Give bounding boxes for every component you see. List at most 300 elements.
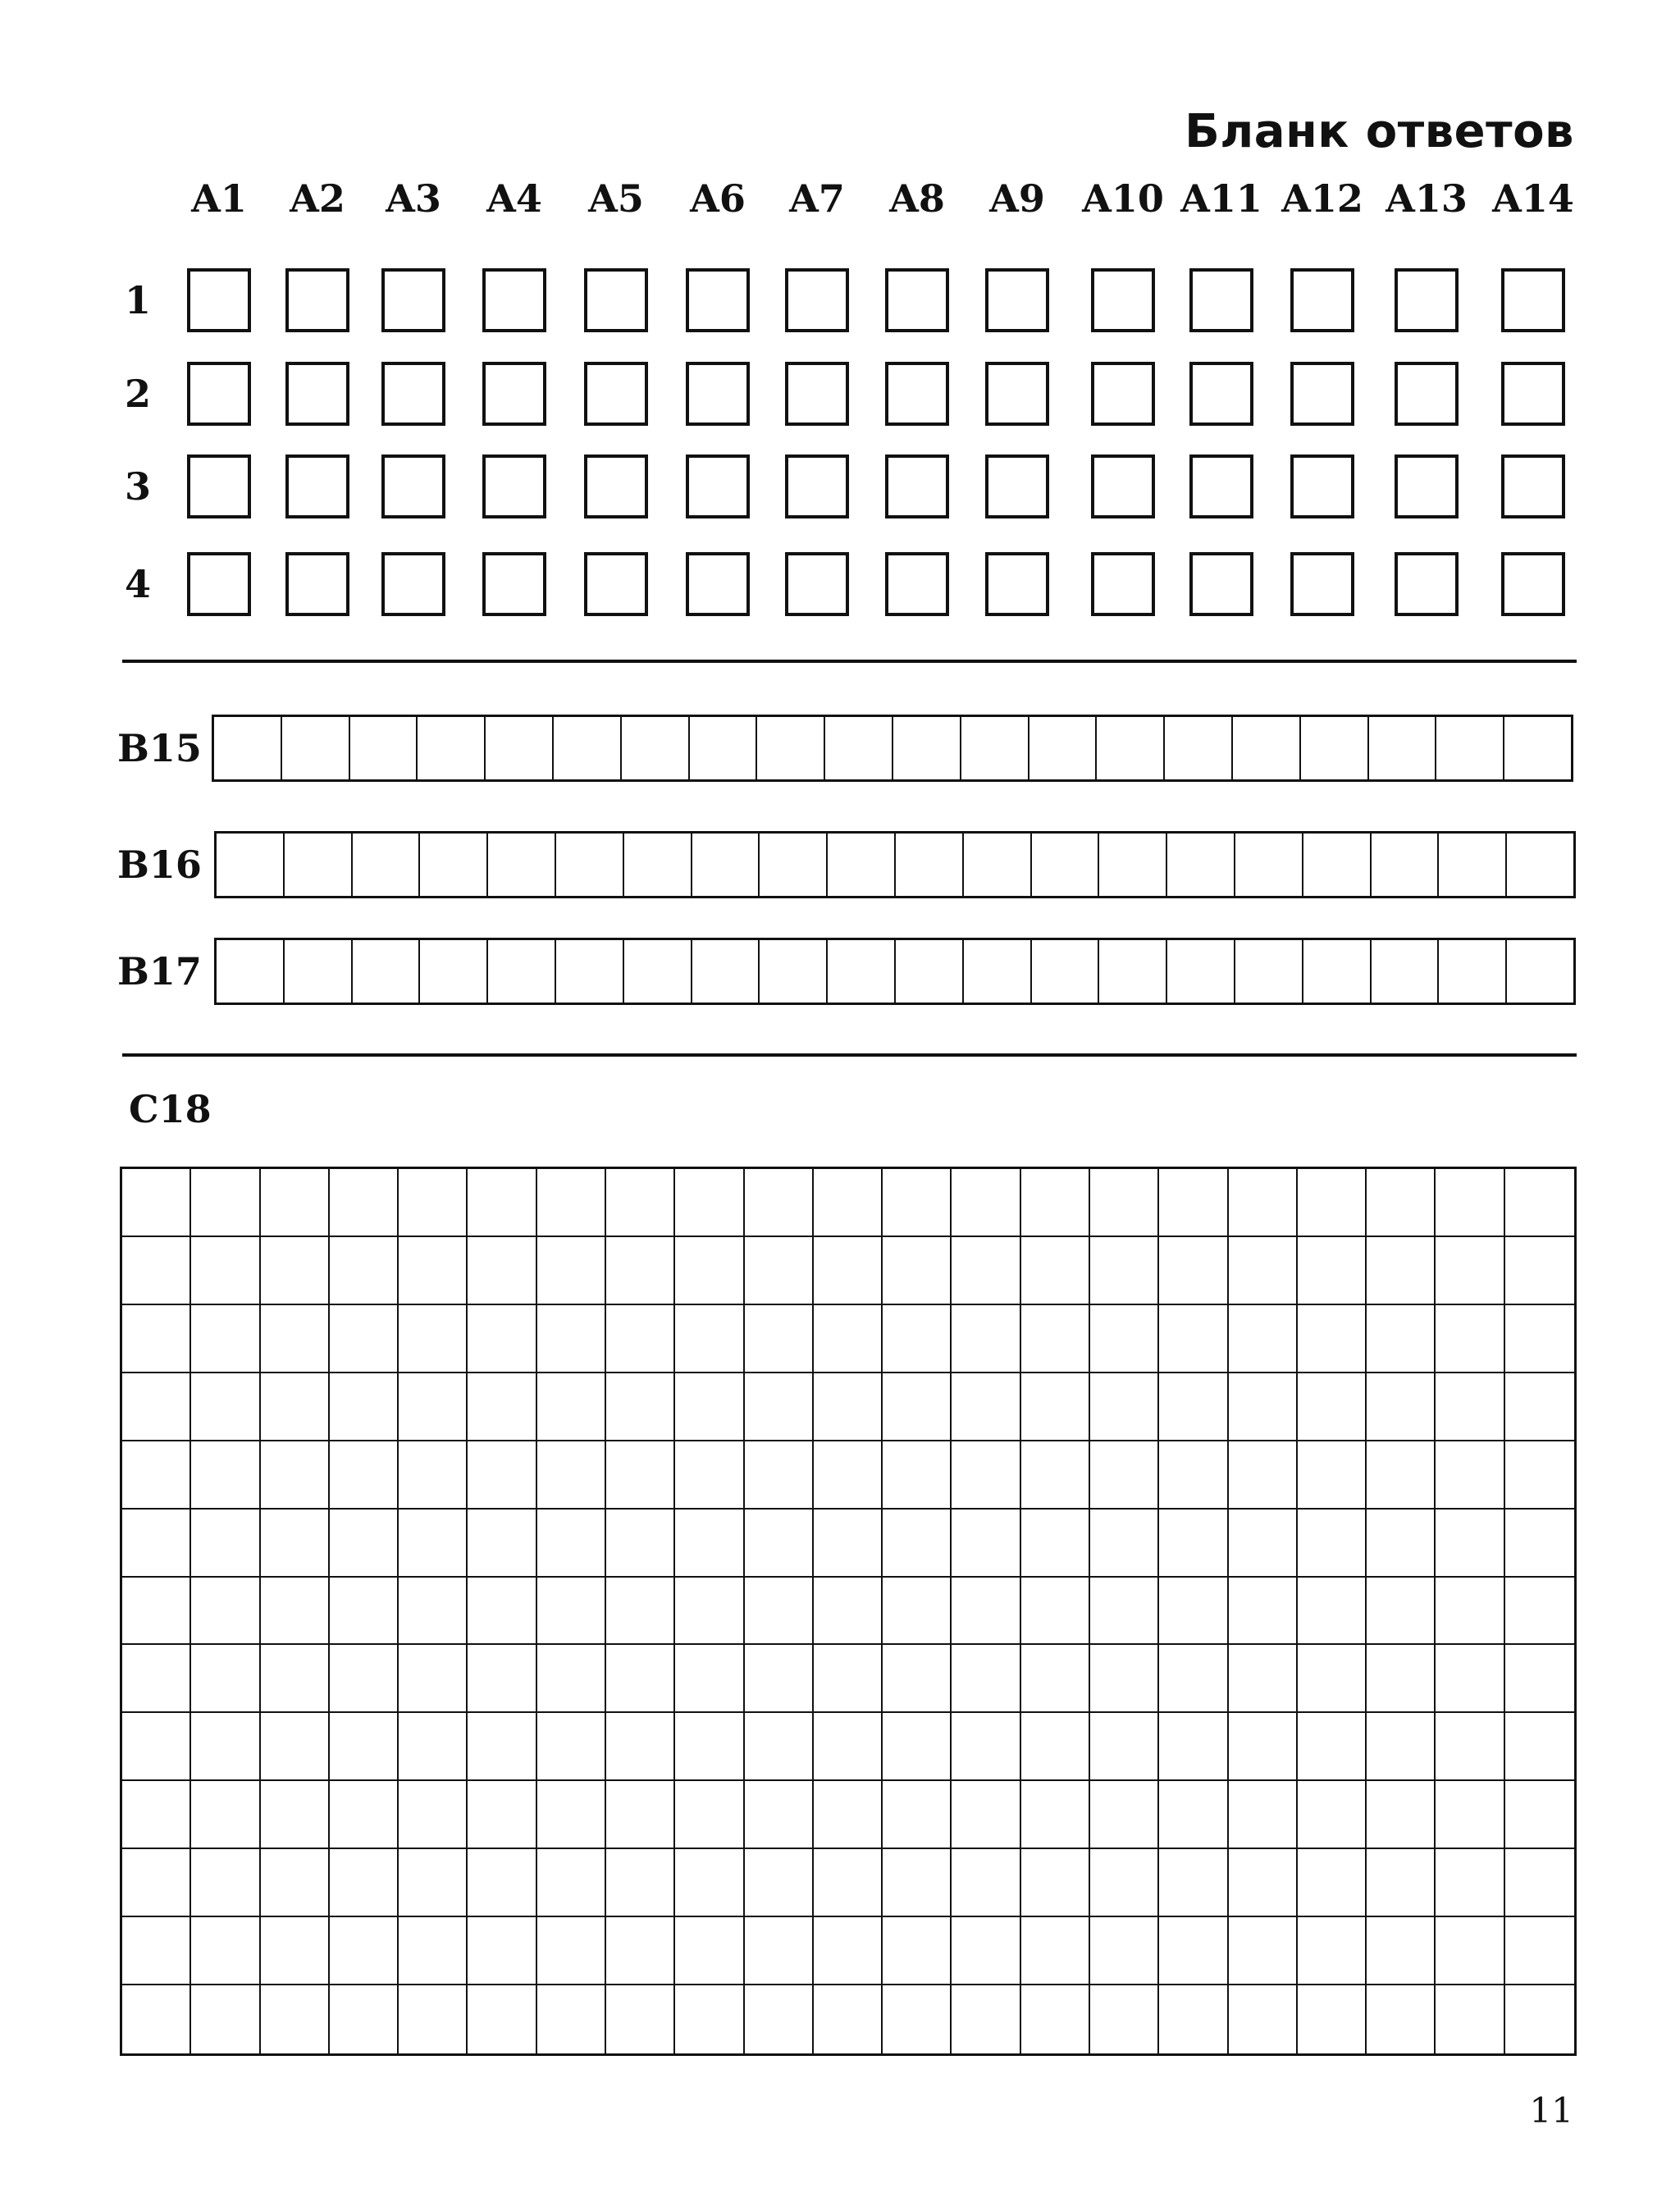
grid-cell: [1090, 1849, 1159, 1917]
grid-cell: [675, 1305, 744, 1373]
grid-cell: [1159, 1510, 1228, 1578]
grid-cell: [1367, 1305, 1436, 1373]
answer-checkbox-a8-2[interactable]: [885, 362, 949, 426]
grid-cell: [1159, 1781, 1228, 1849]
grid-cell: [675, 1169, 744, 1237]
answer-checkbox-a3-1[interactable]: [381, 268, 445, 332]
grid-cell: [606, 1645, 675, 1713]
answer-checkbox-a10-2[interactable]: [1091, 362, 1155, 426]
grid-cell: [468, 1578, 536, 1646]
answer-cell[interactable]: [1301, 717, 1369, 779]
column-label-a8: A8: [889, 176, 945, 221]
grid-cell: [1436, 1781, 1504, 1849]
grid-cell: [1505, 1373, 1574, 1441]
answer-cell[interactable]: [1032, 940, 1100, 1003]
answer-cell[interactable]: [1235, 834, 1303, 896]
answer-cell[interactable]: [1099, 834, 1167, 896]
grid-cell: [1505, 1578, 1574, 1646]
grid-cell: [952, 1441, 1020, 1510]
grid-cell: [1298, 1781, 1367, 1849]
answer-cell[interactable]: [1372, 940, 1440, 1003]
grid-cell: [1298, 1373, 1367, 1441]
grid-cell: [330, 1645, 399, 1713]
grid-cell: [952, 1169, 1020, 1237]
answer-cell[interactable]: [217, 834, 285, 896]
grid-cell: [745, 1373, 814, 1441]
answer-cell[interactable]: [1235, 940, 1303, 1003]
answer-cell[interactable]: [692, 940, 760, 1003]
column-label-a12: A12: [1281, 176, 1363, 221]
column-label-a14: A14: [1492, 176, 1574, 221]
grid-cell: [468, 1713, 536, 1781]
answer-cell[interactable]: [1507, 940, 1573, 1003]
answer-checkbox-a6-3[interactable]: [686, 454, 750, 518]
answer-checkbox-a3-3[interactable]: [381, 454, 445, 518]
answer-checkbox-a5-3[interactable]: [584, 454, 648, 518]
grid-cell: [191, 1373, 260, 1441]
grid-cell: [399, 1985, 468, 2053]
answer-cell[interactable]: [1303, 940, 1372, 1003]
grid-cell: [883, 1713, 952, 1781]
answer-checkbox-a14-4[interactable]: [1501, 552, 1565, 616]
grid-cell: [399, 1645, 468, 1713]
grid-cell: [261, 1645, 330, 1713]
grid-cell: [745, 1305, 814, 1373]
grid-cell: [1298, 1645, 1367, 1713]
grid-cell: [537, 1645, 606, 1713]
answer-cell[interactable]: [1165, 717, 1233, 779]
grid-cell: [606, 1510, 675, 1578]
answer-cell[interactable]: [828, 834, 896, 896]
grid-cell: [468, 1305, 536, 1373]
grid-cell: [1367, 1578, 1436, 1646]
grid-cell: [1367, 1237, 1436, 1305]
grid-cell: [745, 1169, 814, 1237]
grid-cell: [468, 1441, 536, 1510]
answer-checkbox-a1-1[interactable]: [187, 268, 251, 332]
grid-cell: [1367, 1985, 1436, 2053]
grid-cell: [191, 1510, 260, 1578]
answer-cell[interactable]: [285, 834, 353, 896]
answer-cell[interactable]: [692, 834, 760, 896]
answer-cell[interactable]: [554, 717, 622, 779]
grid-cell: [1229, 1237, 1298, 1305]
grid-cell: [1298, 1305, 1367, 1373]
answer-checkbox-a9-1[interactable]: [985, 268, 1049, 332]
answer-checkbox-a14-1[interactable]: [1501, 268, 1565, 332]
answer-cell[interactable]: [1436, 717, 1504, 779]
grid-cell: [399, 1849, 468, 1917]
grid-cell: [122, 1645, 191, 1713]
grid-cell: [952, 1713, 1020, 1781]
grid-cell: [537, 1917, 606, 1985]
answer-cell[interactable]: [556, 834, 624, 896]
grid-cell: [1436, 1237, 1504, 1305]
grid-cell: [468, 1373, 536, 1441]
grid-cell: [330, 1169, 399, 1237]
answer-checkbox-a13-2[interactable]: [1395, 362, 1459, 426]
grid-cell: [1436, 1373, 1504, 1441]
grid-cell: [1229, 1781, 1298, 1849]
column-label-a7: A7: [789, 176, 845, 221]
grid-cell: [261, 1510, 330, 1578]
answer-checkbox-a10-3[interactable]: [1091, 454, 1155, 518]
answer-checkbox-a10-4[interactable]: [1091, 552, 1155, 616]
part-c-answer-grid[interactable]: [120, 1167, 1577, 2056]
grid-cell: [537, 1781, 606, 1849]
answer-cell[interactable]: [353, 940, 421, 1003]
grid-cell: [468, 1917, 536, 1985]
answer-checkbox-a2-2[interactable]: [285, 362, 349, 426]
grid-cell: [952, 1305, 1020, 1373]
page-title: Бланк ответов: [1185, 105, 1574, 158]
grid-cell: [883, 1781, 952, 1849]
answer-checkbox-a5-1[interactable]: [584, 268, 648, 332]
answer-cell[interactable]: [893, 717, 961, 779]
answer-cell[interactable]: [420, 940, 488, 1003]
grid-cell: [883, 1169, 952, 1237]
grid-cell: [261, 1985, 330, 2053]
grid-cell: [330, 1441, 399, 1510]
grid-cell: [883, 1578, 952, 1646]
grid-cell: [606, 1578, 675, 1646]
answer-cell[interactable]: [1369, 717, 1437, 779]
answer-checkbox-a2-1[interactable]: [285, 268, 349, 332]
answer-checkbox-a13-3[interactable]: [1395, 454, 1459, 518]
answer-cell[interactable]: [1439, 940, 1507, 1003]
answer-cell[interactable]: [828, 940, 896, 1003]
answer-checkbox-a6-4[interactable]: [686, 552, 750, 616]
grid-cell: [1021, 1510, 1090, 1578]
grid-cell: [1229, 1917, 1298, 1985]
grid-cell: [1505, 1917, 1574, 1985]
answer-checkbox-a1-2[interactable]: [187, 362, 251, 426]
grid-cell: [1159, 1578, 1228, 1646]
grid-cell: [191, 1917, 260, 1985]
grid-cell: [399, 1373, 468, 1441]
answer-checkbox-a10-1[interactable]: [1091, 268, 1155, 332]
answer-checkbox-a12-1[interactable]: [1290, 268, 1354, 332]
answer-cell[interactable]: [214, 717, 282, 779]
column-label-a11: A11: [1180, 176, 1262, 221]
grid-cell: [399, 1237, 468, 1305]
grid-cell: [261, 1713, 330, 1781]
grid-cell: [952, 1645, 1020, 1713]
answer-cell[interactable]: [285, 940, 353, 1003]
answer-checkbox-a11-4[interactable]: [1189, 552, 1253, 616]
answer-checkbox-a9-2[interactable]: [985, 362, 1049, 426]
answer-checkbox-a7-4[interactable]: [785, 552, 849, 616]
answer-cell[interactable]: [486, 717, 554, 779]
grid-cell: [330, 1849, 399, 1917]
answer-checkbox-a1-3[interactable]: [187, 454, 251, 518]
answer-cell[interactable]: [556, 940, 624, 1003]
grid-cell: [814, 1169, 883, 1237]
answer-checkbox-a11-2[interactable]: [1189, 362, 1253, 426]
grid-cell: [883, 1373, 952, 1441]
grid-cell: [468, 1237, 536, 1305]
answer-cell[interactable]: [217, 940, 285, 1003]
answer-checkbox-a14-3[interactable]: [1501, 454, 1565, 518]
grid-cell: [675, 1713, 744, 1781]
grid-cell: [675, 1578, 744, 1646]
answer-cell[interactable]: [1097, 717, 1165, 779]
grid-cell: [1021, 1917, 1090, 1985]
grid-cell: [122, 1441, 191, 1510]
grid-cell: [122, 1237, 191, 1305]
grid-cell: [952, 1849, 1020, 1917]
grid-cell: [814, 1510, 883, 1578]
answer-cell[interactable]: [1032, 834, 1100, 896]
grid-cell: [537, 1441, 606, 1510]
grid-cell: [1159, 1645, 1228, 1713]
answer-checkbox-a12-3[interactable]: [1290, 454, 1354, 518]
answer-cell[interactable]: [1372, 834, 1440, 896]
grid-cell: [399, 1713, 468, 1781]
grid-cell: [1021, 1237, 1090, 1305]
answer-cell[interactable]: [350, 717, 418, 779]
grid-cell: [814, 1441, 883, 1510]
answer-checkbox-a8-1[interactable]: [885, 268, 949, 332]
grid-cell: [191, 1781, 260, 1849]
grid-cell: [1090, 1441, 1159, 1510]
answer-checkbox-a14-2[interactable]: [1501, 362, 1565, 426]
answer-checkbox-a5-2[interactable]: [584, 362, 648, 426]
answer-cell[interactable]: [760, 940, 828, 1003]
grid-cell: [399, 1578, 468, 1646]
grid-cell: [1505, 1849, 1574, 1917]
answer-checkbox-a13-4[interactable]: [1395, 552, 1459, 616]
grid-cell: [1298, 1985, 1367, 2053]
grid-cell: [1090, 1985, 1159, 2053]
grid-cell: [814, 1985, 883, 2053]
answer-cell[interactable]: [1504, 717, 1571, 779]
answer-cell[interactable]: [622, 717, 690, 779]
grid-cell: [1159, 1849, 1228, 1917]
grid-cell: [1367, 1169, 1436, 1237]
column-label-a1: A1: [191, 176, 247, 221]
grid-cell: [399, 1305, 468, 1373]
answer-strip-b17: [214, 938, 1576, 1005]
grid-cell: [745, 1645, 814, 1713]
grid-cell: [1159, 1373, 1228, 1441]
grid-cell: [883, 1645, 952, 1713]
answer-checkbox-a4-1[interactable]: [482, 268, 546, 332]
grid-cell: [1229, 1578, 1298, 1646]
grid-cell: [745, 1849, 814, 1917]
grid-cell: [606, 1781, 675, 1849]
answer-cell[interactable]: [1303, 834, 1372, 896]
column-label-a3: A3: [386, 176, 441, 221]
grid-cell: [399, 1917, 468, 1985]
answer-checkbox-a3-2[interactable]: [381, 362, 445, 426]
grid-cell: [606, 1373, 675, 1441]
answer-cell[interactable]: [896, 940, 964, 1003]
grid-cell: [1229, 1645, 1298, 1713]
answer-checkbox-a7-1[interactable]: [785, 268, 849, 332]
answer-cell[interactable]: [420, 834, 488, 896]
answer-checkbox-a1-4[interactable]: [187, 552, 251, 616]
grid-cell: [1229, 1441, 1298, 1510]
grid-cell: [261, 1373, 330, 1441]
answer-cell[interactable]: [488, 940, 556, 1003]
grid-cell: [1505, 1305, 1574, 1373]
grid-cell: [330, 1917, 399, 1985]
answer-cell[interactable]: [624, 834, 692, 896]
answer-strip-b16: [214, 831, 1576, 898]
grid-cell: [814, 1849, 883, 1917]
grid-cell: [1090, 1373, 1159, 1441]
grid-cell: [675, 1985, 744, 2053]
answer-checkbox-a9-4[interactable]: [985, 552, 1049, 616]
answer-checkbox-a2-4[interactable]: [285, 552, 349, 616]
grid-cell: [1367, 1917, 1436, 1985]
grid-cell: [1436, 1917, 1504, 1985]
grid-cell: [122, 1713, 191, 1781]
answer-strip-b15: [212, 715, 1573, 782]
grid-cell: [1021, 1578, 1090, 1646]
grid-cell: [122, 1305, 191, 1373]
grid-cell: [261, 1917, 330, 1985]
grid-cell: [1298, 1237, 1367, 1305]
answer-checkbox-a8-3[interactable]: [885, 454, 949, 518]
answer-cell[interactable]: [1439, 834, 1507, 896]
answer-checkbox-a9-3[interactable]: [985, 454, 1049, 518]
column-label-a4: A4: [486, 176, 542, 221]
grid-cell: [122, 1849, 191, 1917]
grid-cell: [814, 1305, 883, 1373]
grid-cell: [1159, 1985, 1228, 2053]
item-label-b15: B15: [117, 726, 202, 770]
answer-checkbox-a11-1[interactable]: [1189, 268, 1253, 332]
grid-cell: [1298, 1917, 1367, 1985]
answer-cell[interactable]: [418, 717, 486, 779]
answer-cell[interactable]: [757, 717, 825, 779]
grid-cell: [191, 1985, 260, 2053]
answer-cell[interactable]: [760, 834, 828, 896]
grid-cell: [1505, 1510, 1574, 1578]
grid-cell: [675, 1237, 744, 1305]
answer-checkbox-a3-4[interactable]: [381, 552, 445, 616]
grid-cell: [883, 1985, 952, 2053]
answer-checkbox-a4-2[interactable]: [482, 362, 546, 426]
answer-cell[interactable]: [961, 717, 1029, 779]
grid-cell: [1367, 1373, 1436, 1441]
grid-cell: [675, 1645, 744, 1713]
grid-cell: [814, 1237, 883, 1305]
grid-cell: [675, 1373, 744, 1441]
divider-a-b: [122, 660, 1577, 663]
grid-cell: [261, 1237, 330, 1305]
grid-cell: [330, 1510, 399, 1578]
answer-checkbox-a7-2[interactable]: [785, 362, 849, 426]
answer-checkbox-a12-2[interactable]: [1290, 362, 1354, 426]
grid-cell: [537, 1510, 606, 1578]
answer-cell[interactable]: [1167, 940, 1235, 1003]
answer-cell[interactable]: [825, 717, 893, 779]
grid-cell: [1505, 1713, 1574, 1781]
answer-cell[interactable]: [1507, 834, 1573, 896]
item-label-b16: B16: [117, 843, 202, 887]
grid-cell: [537, 1169, 606, 1237]
grid-cell: [1298, 1849, 1367, 1917]
answer-checkbox-a5-4[interactable]: [584, 552, 648, 616]
answer-checkbox-a8-4[interactable]: [885, 552, 949, 616]
grid-cell: [330, 1305, 399, 1373]
answer-checkbox-a7-3[interactable]: [785, 454, 849, 518]
grid-cell: [537, 1713, 606, 1781]
answer-cell[interactable]: [282, 717, 350, 779]
grid-cell: [191, 1237, 260, 1305]
answer-checkbox-a2-3[interactable]: [285, 454, 349, 518]
grid-cell: [952, 1578, 1020, 1646]
grid-cell: [330, 1781, 399, 1849]
answer-cell[interactable]: [1029, 717, 1098, 779]
grid-cell: [606, 1917, 675, 1985]
grid-cell: [1229, 1305, 1298, 1373]
grid-cell: [261, 1441, 330, 1510]
grid-cell: [814, 1917, 883, 1985]
answer-checkbox-a13-1[interactable]: [1395, 268, 1459, 332]
answer-cell[interactable]: [964, 940, 1032, 1003]
grid-cell: [952, 1985, 1020, 2053]
answer-checkbox-a4-4[interactable]: [482, 552, 546, 616]
grid-cell: [191, 1305, 260, 1373]
grid-cell: [1298, 1578, 1367, 1646]
grid-cell: [191, 1578, 260, 1646]
grid-cell: [1436, 1578, 1504, 1646]
answer-cell[interactable]: [488, 834, 556, 896]
grid-cell: [745, 1441, 814, 1510]
column-label-a5: A5: [588, 176, 644, 221]
page-number: 11: [1529, 2090, 1573, 2131]
grid-cell: [1090, 1645, 1159, 1713]
answer-cell[interactable]: [1167, 834, 1235, 896]
grid-cell: [468, 1169, 536, 1237]
grid-cell: [191, 1645, 260, 1713]
grid-cell: [606, 1169, 675, 1237]
grid-cell: [122, 1578, 191, 1646]
grid-cell: [122, 1373, 191, 1441]
answer-checkbox-a6-1[interactable]: [686, 268, 750, 332]
answer-checkbox-a12-4[interactable]: [1290, 552, 1354, 616]
grid-cell: [675, 1917, 744, 1985]
answer-cell[interactable]: [1099, 940, 1167, 1003]
answer-cell[interactable]: [1233, 717, 1301, 779]
answer-checkbox-a6-2[interactable]: [686, 362, 750, 426]
grid-cell: [1021, 1985, 1090, 2053]
answer-cell[interactable]: [624, 940, 692, 1003]
grid-cell: [537, 1237, 606, 1305]
grid-cell: [468, 1645, 536, 1713]
answer-cell[interactable]: [690, 717, 758, 779]
answer-cell[interactable]: [353, 834, 421, 896]
answer-cell[interactable]: [896, 834, 964, 896]
grid-cell: [399, 1169, 468, 1237]
grid-cell: [1229, 1985, 1298, 2053]
grid-cell: [537, 1985, 606, 2053]
grid-cell: [745, 1781, 814, 1849]
answer-checkbox-a11-3[interactable]: [1189, 454, 1253, 518]
answer-checkbox-a4-3[interactable]: [482, 454, 546, 518]
grid-cell: [675, 1781, 744, 1849]
answer-cell[interactable]: [964, 834, 1032, 896]
grid-cell: [191, 1713, 260, 1781]
grid-cell: [1367, 1645, 1436, 1713]
grid-cell: [330, 1578, 399, 1646]
grid-cell: [122, 1917, 191, 1985]
grid-cell: [952, 1237, 1020, 1305]
